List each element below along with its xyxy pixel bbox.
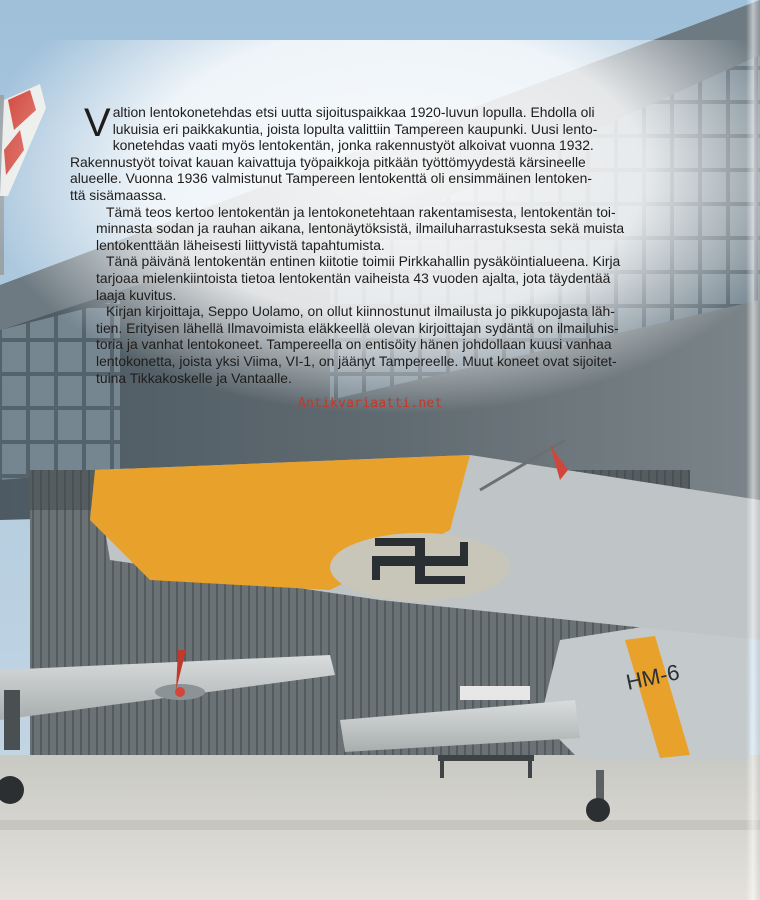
text-line: Tämä teos kertoo lentokentän ja lentokonetehtaan rakentamisesta, lentokentän toi- [106,203,616,220]
text-line: tuina Tikkakoskelle ja Vantaalle. [96,369,292,386]
text-line: Rakennustyöt toivat kauan kaivattuja työpaikkoja pitkään työttömyydestä kärsineelle [70,153,586,170]
drop-cap: V [84,101,111,145]
paragraph-4 [86,303,656,386]
text-line: tarjoaa mielenkiintoista tietoa lentokentän vaiheista 43 vuoden ajalta, jota täydentää [96,269,611,286]
paragraph-1 [70,101,656,204]
text-line: minnasta sodan ja rauhan aikana, lentonäytöksistä, ilmailuharrastuksesta sekä muista [96,220,625,237]
text-line: ttä sisämaassa. [70,186,167,203]
text-line: alueelle. Vuonna 1936 valmistunut Tampereen lentokenttä oli ensimmäinen lentoken- [70,170,593,187]
intro-text [70,101,656,386]
text-line: Tänä päivänä lentokentän entinen kiitotie toimii Pirkkahallin pysäköintialueena. Kirja [106,253,621,270]
watermark: Antikvariaatti.net [298,396,443,411]
text-line: lentokenttään läheisesti liittyvistä tapahtumista. [96,236,385,253]
paragraph-2 [86,204,656,254]
text-line: tien. Erityisen lähellä Ilmavoimista eläkkeellä olevan kirjoittajan sydäntä on ilmailuhis- [96,319,619,336]
book-edge [746,0,760,900]
text-line: altion lentokonetehdas etsi uutta sijoituspaikkaa 1920-luvun lopulla. Ehdolla oli [112,104,595,120]
text-line: lukuisia eri paikkakuntia, joista lopulta valittiin Tampereen kaupunki. Uusi lento- [112,120,598,137]
text-line: toria ja vanhat lentokoneet. Tampereella on entisöity hänen johdollaan kuusi vanhaa [96,336,612,353]
text-line: lentokonetta, joista yksi Viima, VI-1, on jäänyt Tampereelle. Muut koneet ovat sijoitet- [96,352,617,369]
text-line: konetehdas vaati myös lentokentän, jonka rakennustyöt alkoivat vuonna 1932. [112,137,594,154]
text-line: laaja kuvitus. [96,286,177,303]
tail-marking: HM-6 [623,659,682,695]
text-line: Kirjan kirjoittaja, Seppo Uolamo, on ollut kiinnostunut ilmailusta jo pikkupojasta läh- [106,303,615,320]
paragraph-3 [86,253,656,303]
